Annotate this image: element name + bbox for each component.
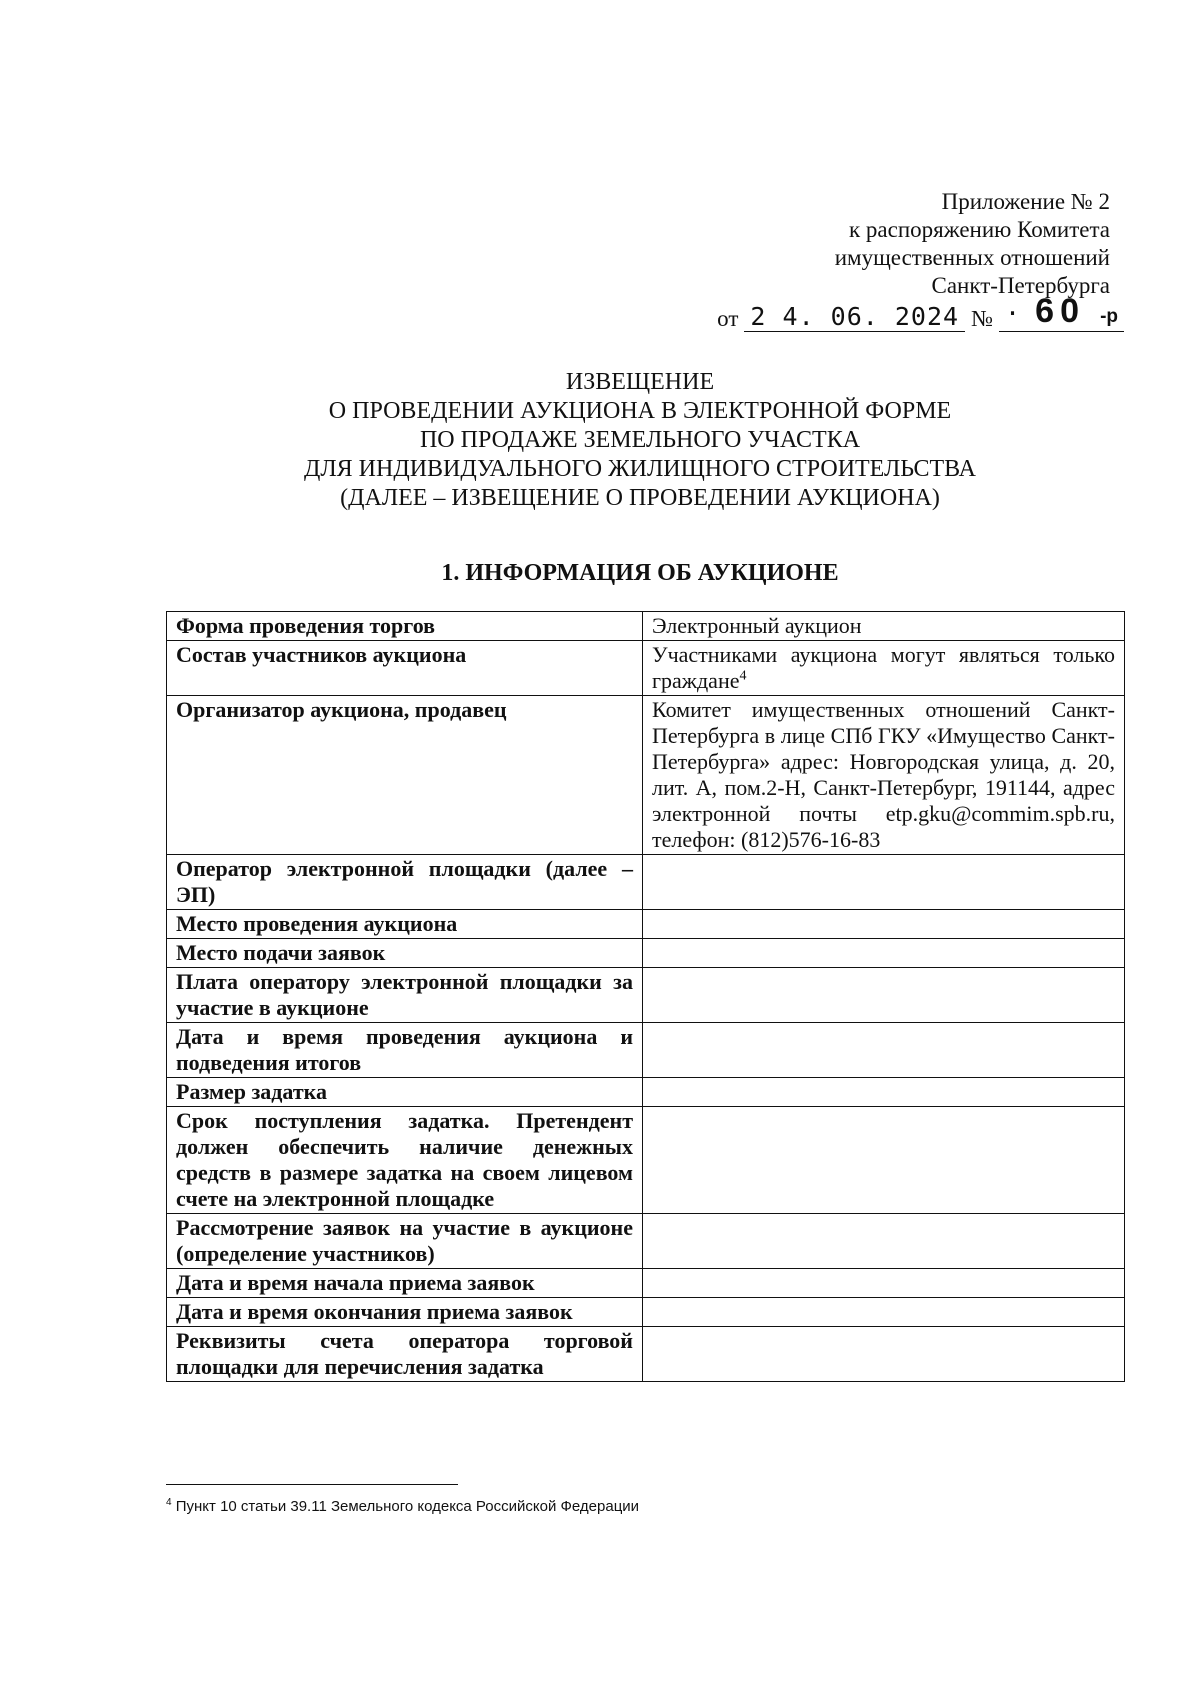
row-label: Организатор аукциона, продавец [167,696,643,855]
appendix-line-2: к распоряжению Комитета [849,217,1110,242]
row-value [643,1214,1125,1269]
order-date-number [717,292,1124,332]
row-label: Дата и время проведения аукциона и подведения итогов [167,1023,643,1078]
footnote-ref: 4 [739,668,747,684]
row-label: Дата и время окончания приема заявок [167,1298,643,1327]
row-value-cell [643,641,1125,696]
title-line-1: ИЗВЕЩЕНИЕ [565,369,715,395]
row-value: Участниками аукциона могут являться только граждане [652,642,1115,693]
table-row [167,612,1125,641]
footnote-divider [166,1484,458,1485]
row-label: Место подачи заявок [167,939,643,968]
order-number-label: № [971,306,994,331]
title-line-3: ПО ПРОДАЖЕ ЗЕМЕЛЬНОГО УЧАСТКА [419,427,861,453]
row-value [643,855,1125,910]
row-label: Форма проведения торгов [167,612,643,641]
appendix-header [835,188,1110,300]
row-value: Электронный аукцион [643,612,1125,641]
row-label: Срок поступления задатка. Претендент должен обеспечить наличие денежных средств в размере задатка на своем лицевом счете на электронной площадке [167,1107,643,1214]
order-number-suffix: -р [1100,306,1118,327]
row-value: Комитет имущественных отношений Санкт-Петербурга в лице СПб ГКУ «Имущество Санкт-Петербурга» адрес: Новгородская улица, д. 20, лит. А, пом.2-Н, Санкт-Петербург, 191144, адрес электронной почты etp.gku@commim.spb.ru, телефон: (812)576-16-83 [643,696,1125,855]
appendix-line-4: Санкт-Петербурга [931,273,1110,298]
order-number: 60 [1035,292,1085,330]
row-value [643,968,1125,1023]
row-value [643,1078,1125,1107]
row-label: Реквизиты счета оператора торговой площадки для перечисления задатка [167,1327,643,1382]
section-title: 1. ИНФОРМАЦИЯ ОБ АУКЦИОНЕ [441,560,839,586]
title-line-4: ДЛЯ ИНДИВИДУАЛЬНОГО ЖИЛИЩНОГО СТРОИТЕЛЬСТВА [304,456,976,482]
table-row [167,1107,1125,1214]
document-title [0,368,1200,513]
table-row [167,641,1125,696]
title-line-5: (ДАЛЕЕ – ИЗВЕЩЕНИЕ О ПРОВЕДЕНИИ АУКЦИОНА) [340,485,940,511]
table-row [167,1023,1125,1078]
appendix-line-3: имущественных отношений [834,245,1110,270]
table-row [167,696,1125,855]
row-label: Плата оператору электронной площадки за участие в аукционе [167,968,643,1023]
row-label: Дата и время начала приема заявок [167,1269,643,1298]
appendix-line-1: Приложение № 2 [941,189,1110,214]
footnote-mark: 4 [166,1497,172,1508]
row-label: Оператор электронной площадки (далее – ЭП) [167,855,643,910]
row-label: Рассмотрение заявок на участие в аукционе (определение участников) [167,1214,643,1269]
table-row [167,1327,1125,1382]
order-number-field [999,292,1124,332]
order-from-label: от [717,306,739,331]
table-row [167,1269,1125,1298]
order-number-mark: · [1005,299,1021,328]
auction-info-table [166,611,1125,1382]
title-line-2: О ПРОВЕДЕНИИ АУКЦИОНА В ЭЛЕКТРОННОЙ ФОРМЕ [328,398,952,424]
row-value [643,1298,1125,1327]
table-row [167,939,1125,968]
footnote [166,1497,639,1515]
table-row [167,1298,1125,1327]
row-value [643,1023,1125,1078]
table-row [167,1078,1125,1107]
row-value [643,1327,1125,1382]
table-row [167,910,1125,939]
row-label: Место проведения аукциона [167,910,643,939]
row-value [643,910,1125,939]
footnote-text: Пункт 10 статьи 39.11 Земельного кодекса Российской Федерации [171,1498,640,1515]
row-label: Состав участников аукциона [167,641,643,696]
row-label: Размер задатка [167,1078,643,1107]
table-row [167,1214,1125,1269]
order-date: 2 4. 06. 2024 [744,303,965,332]
row-value [643,1107,1125,1214]
table-row [167,968,1125,1023]
row-value [643,939,1125,968]
row-value [643,1269,1125,1298]
table-row [167,855,1125,910]
